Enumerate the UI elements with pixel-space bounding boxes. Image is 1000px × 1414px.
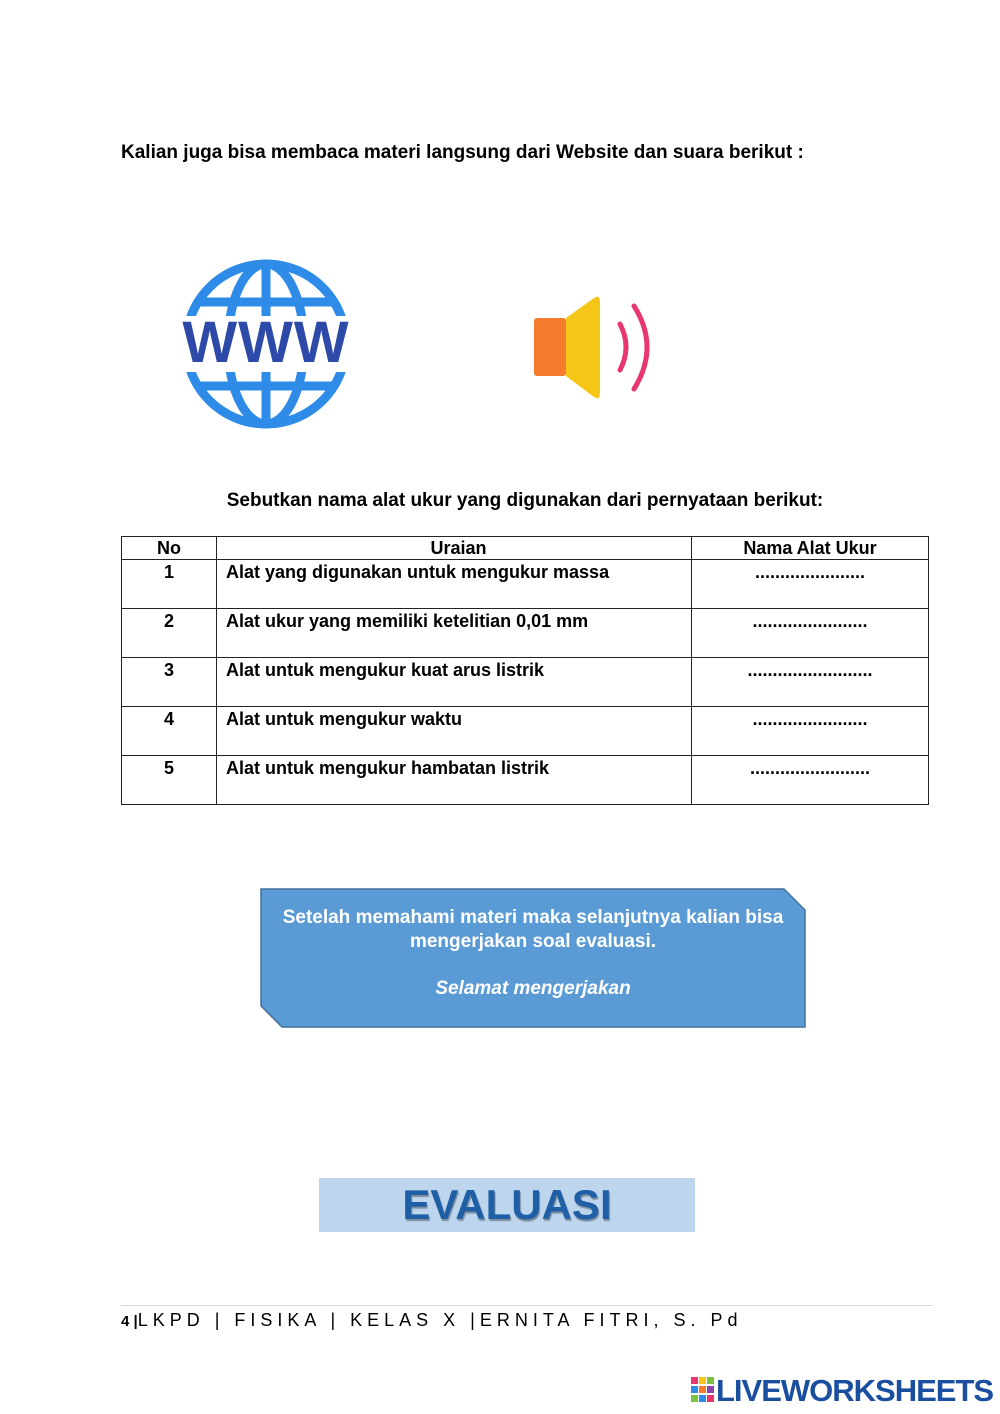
liveworksheets-watermark[interactable]: LIVEWORKSHEETS [716, 1373, 994, 1408]
table-row [122, 658, 929, 707]
footer-text: LKPD | FISIKA | KELAS X |ERNITA FITRI, S. Pd [137, 1310, 743, 1330]
answer-field[interactable]: ....................... [692, 609, 929, 658]
page-number: 4 | [121, 1313, 138, 1330]
table-row [122, 707, 929, 756]
header-no: No [122, 537, 217, 560]
note-greeting: Selamat mengerjakan [435, 978, 631, 999]
note-message: Setelah memahami materi maka selanjutnya kalian bisa mengerjakan soal evaluasi. [282, 907, 784, 952]
question-text: Sebutkan nama alat ukur yang digunakan dari pernyataan berikut: [226, 490, 824, 511]
table-row [122, 756, 929, 805]
evaluasi-title: EVALUASI [402, 1181, 612, 1228]
row-number: 2 [122, 609, 217, 658]
answer-field[interactable]: ........................ [692, 756, 929, 805]
liveworksheets-logo-icon [691, 1377, 715, 1403]
row-description: Alat untuk mengukur kuat arus listrik [217, 658, 692, 707]
answer-field[interactable]: ...................... [692, 560, 929, 609]
table-header-row [122, 537, 929, 560]
row-description: Alat ukur yang memiliki ketelitian 0,01 mm [217, 609, 692, 658]
footer-divider [121, 1305, 933, 1306]
header-uraian: Uraian [217, 537, 692, 560]
note-text [272, 906, 794, 1001]
answer-field[interactable]: ......................... [692, 658, 929, 707]
intro-text: Kalian juga bisa membaca materi langsung dari Website dan suara berikut : [121, 142, 804, 163]
table-row [122, 609, 929, 658]
row-description: Alat untuk mengukur hambatan listrik [217, 756, 692, 805]
www-label: WWW [182, 310, 350, 375]
www-globe-icon[interactable] [176, 254, 356, 434]
row-number: 3 [122, 658, 217, 707]
header-nama-alat-ukur: Nama Alat Ukur [692, 537, 929, 560]
measurement-table [121, 536, 929, 805]
row-number: 5 [122, 756, 217, 805]
row-number: 4 [122, 707, 217, 756]
answer-field[interactable]: ....................... [692, 707, 929, 756]
row-number: 1 [122, 560, 217, 609]
footer [121, 1310, 743, 1331]
table-row [122, 560, 929, 609]
row-description: Alat yang digunakan untuk mengukur massa [217, 560, 692, 609]
speaker-icon[interactable] [530, 290, 665, 405]
row-description: Alat untuk mengukur waktu [217, 707, 692, 756]
